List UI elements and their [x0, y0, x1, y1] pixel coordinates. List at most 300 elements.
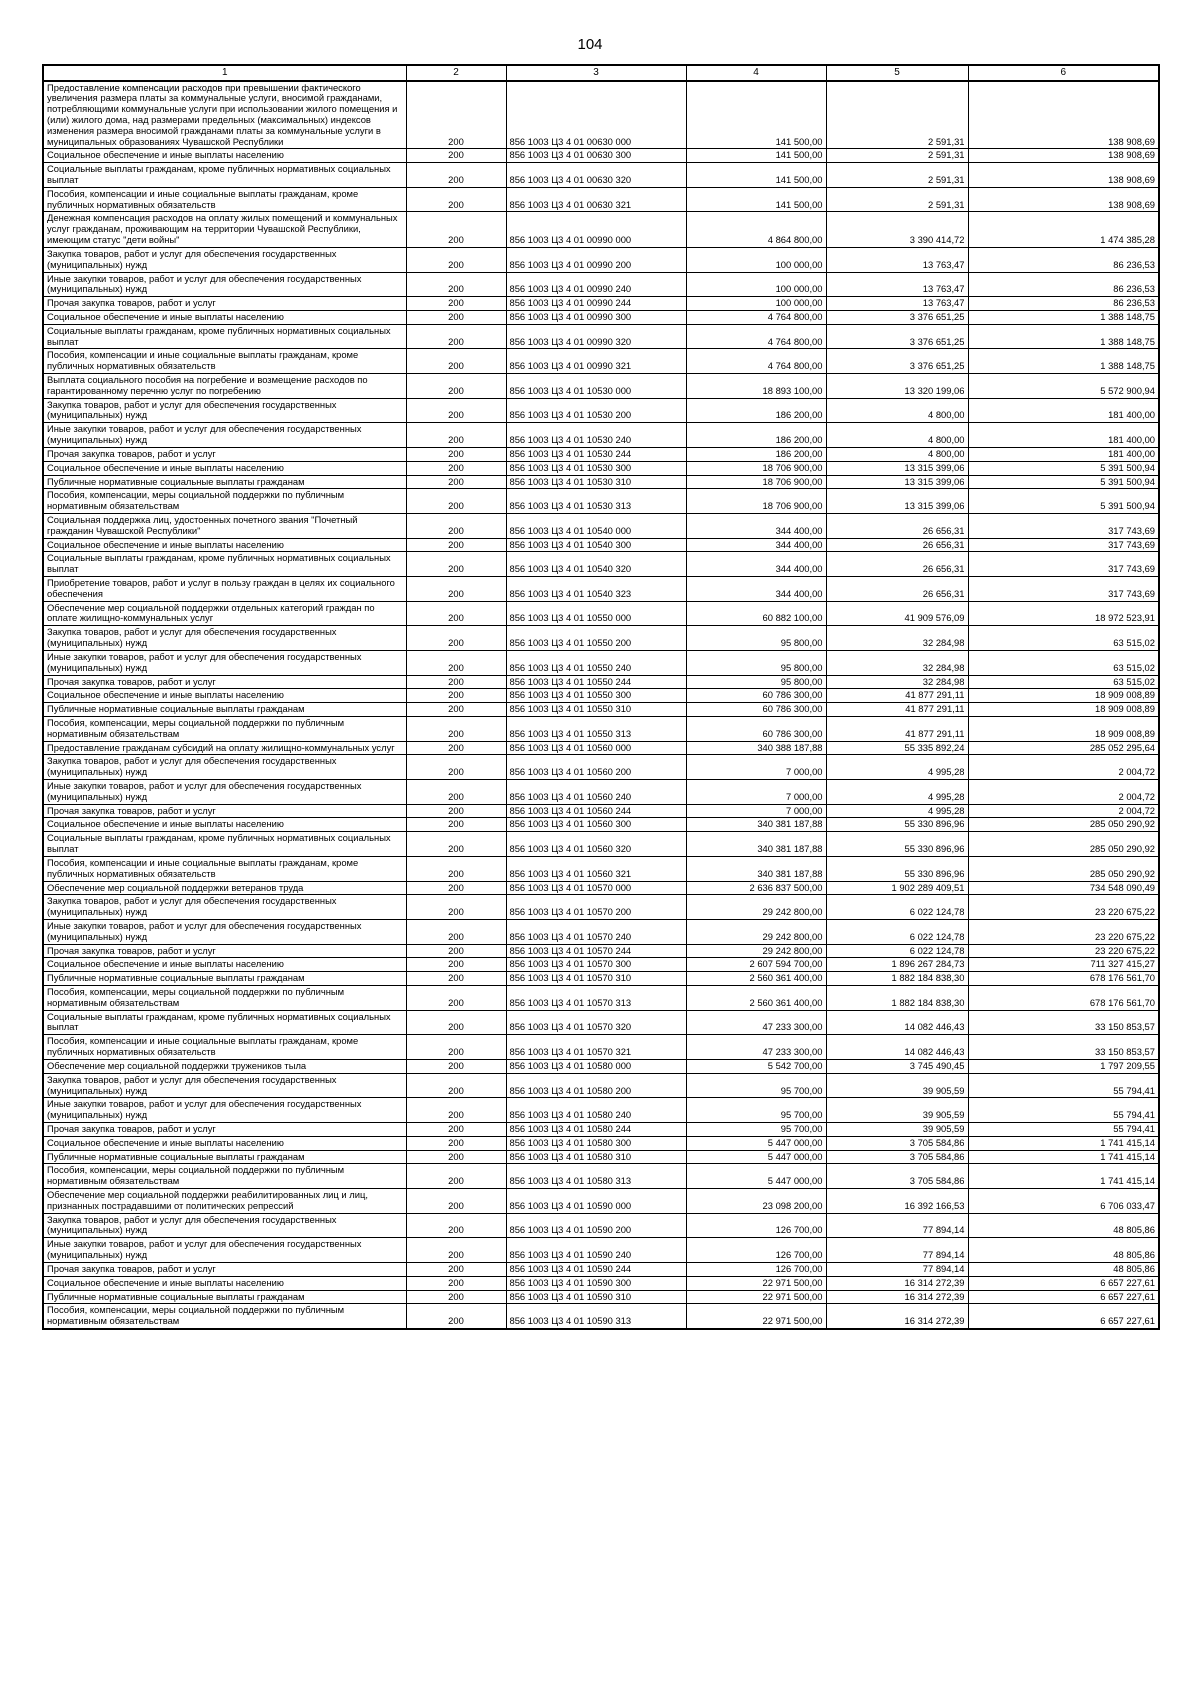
table-row	[43, 577, 1159, 602]
table-row	[43, 538, 1159, 552]
table-row	[43, 398, 1159, 423]
row-budget-code-cell: 856 1003 Ц3 4 01 10590 200	[506, 1213, 686, 1238]
row-line-code-cell: 200	[406, 1035, 506, 1060]
table-row	[43, 689, 1159, 703]
row-executed-cell: 26 656,31	[826, 577, 968, 602]
row-budget-code-cell: 856 1003 Ц3 4 01 10570 240	[506, 919, 686, 944]
row-name-cell: Социальное обеспечение и иные выплаты населению	[43, 1276, 406, 1290]
row-unexecuted-cell: 181 400,00	[968, 423, 1159, 448]
row-approved-cell: 344 400,00	[686, 538, 826, 552]
row-unexecuted-cell: 711 327 415,27	[968, 958, 1159, 972]
row-line-code-cell: 200	[406, 741, 506, 755]
row-unexecuted-cell: 138 908,69	[968, 163, 1159, 188]
row-name-cell: Закупка товаров, работ и услуг для обеспечения государственных (муниципальных) нужд	[43, 1073, 406, 1098]
row-budget-code-cell: 856 1003 Ц3 4 01 10550 300	[506, 689, 686, 703]
row-name-cell: Прочая закупка товаров, работ и услуг	[43, 944, 406, 958]
row-name-cell: Социальное обеспечение и иные выплаты населению	[43, 461, 406, 475]
row-line-code-cell: 200	[406, 297, 506, 311]
row-name-cell: Социальное обеспечение и иные выплаты населению	[43, 818, 406, 832]
row-approved-cell: 141 500,00	[686, 149, 826, 163]
row-name-cell: Обеспечение мер социальной поддержки отдельных категорий граждан по оплате жилищно-коммунальных услуг	[43, 601, 406, 626]
row-line-code-cell: 200	[406, 689, 506, 703]
row-name-cell: Социальные выплаты гражданам, кроме публичных нормативных социальных выплат	[43, 552, 406, 577]
row-unexecuted-cell: 18 972 523,91	[968, 601, 1159, 626]
row-unexecuted-cell: 181 400,00	[968, 398, 1159, 423]
table-row	[43, 919, 1159, 944]
row-name-cell: Закупка товаров, работ и услуг для обеспечения государственных (муниципальных) нужд	[43, 1213, 406, 1238]
table-row	[43, 1304, 1159, 1329]
row-budget-code-cell: 856 1003 Ц3 4 01 10550 240	[506, 650, 686, 675]
table-row	[43, 716, 1159, 741]
row-executed-cell: 14 082 446,43	[826, 1010, 968, 1035]
row-unexecuted-cell: 2 004,72	[968, 755, 1159, 780]
row-budget-code-cell: 856 1003 Ц3 4 01 10550 313	[506, 716, 686, 741]
row-name-cell: Публичные нормативные социальные выплаты гражданам	[43, 475, 406, 489]
row-line-code-cell: 200	[406, 804, 506, 818]
row-unexecuted-cell: 63 515,02	[968, 675, 1159, 689]
row-budget-code-cell: 856 1003 Ц3 4 01 10530 244	[506, 447, 686, 461]
table-row	[43, 310, 1159, 324]
row-executed-cell: 2 591,31	[826, 187, 968, 212]
row-line-code-cell: 200	[406, 1150, 506, 1164]
row-executed-cell: 16 314 272,39	[826, 1276, 968, 1290]
row-line-code-cell: 200	[406, 212, 506, 247]
table-row	[43, 986, 1159, 1011]
row-name-cell: Социальное обеспечение и иные выплаты населению	[43, 958, 406, 972]
row-budget-code-cell: 856 1003 Ц3 4 01 10570 310	[506, 972, 686, 986]
row-line-code-cell: 200	[406, 1098, 506, 1123]
column-header: 4	[686, 65, 826, 81]
row-budget-code-cell: 856 1003 Ц3 4 01 10530 000	[506, 374, 686, 399]
row-unexecuted-cell: 6 657 227,61	[968, 1304, 1159, 1329]
row-budget-code-cell: 856 1003 Ц3 4 01 10540 323	[506, 577, 686, 602]
table-row	[43, 755, 1159, 780]
row-executed-cell: 1 882 184 838,30	[826, 972, 968, 986]
row-name-cell: Пособия, компенсации, меры социальной поддержки по публичным нормативным обязательствам	[43, 489, 406, 514]
table-row	[43, 1164, 1159, 1189]
row-line-code-cell: 200	[406, 675, 506, 689]
row-unexecuted-cell: 6 657 227,61	[968, 1276, 1159, 1290]
row-executed-cell: 41 909 576,09	[826, 601, 968, 626]
row-budget-code-cell: 856 1003 Ц3 4 01 10560 200	[506, 755, 686, 780]
row-line-code-cell: 200	[406, 324, 506, 349]
row-line-code-cell: 200	[406, 832, 506, 857]
row-name-cell: Публичные нормативные социальные выплаты гражданам	[43, 1290, 406, 1304]
row-approved-cell: 4 864 800,00	[686, 212, 826, 247]
row-name-cell: Закупка товаров, работ и услуг для обеспечения государственных (муниципальных) нужд	[43, 755, 406, 780]
row-budget-code-cell: 856 1003 Ц3 4 01 00630 321	[506, 187, 686, 212]
row-line-code-cell: 200	[406, 703, 506, 717]
row-executed-cell: 77 894,14	[826, 1238, 968, 1263]
table-row	[43, 349, 1159, 374]
row-executed-cell: 55 330 896,96	[826, 856, 968, 881]
table-row	[43, 1136, 1159, 1150]
row-unexecuted-cell: 55 794,41	[968, 1122, 1159, 1136]
row-approved-cell: 5 447 000,00	[686, 1164, 826, 1189]
row-name-cell: Пособия, компенсации, меры социальной поддержки по публичным нормативным обязательствам	[43, 1304, 406, 1329]
row-budget-code-cell: 856 1003 Ц3 4 01 10540 000	[506, 513, 686, 538]
row-budget-code-cell: 856 1003 Ц3 4 01 10580 310	[506, 1150, 686, 1164]
row-unexecuted-cell: 285 050 290,92	[968, 818, 1159, 832]
row-name-cell: Пособия, компенсации и иные социальные выплаты гражданам, кроме публичных нормативных обязательств	[43, 856, 406, 881]
row-name-cell: Социальное обеспечение и иные выплаты населению	[43, 149, 406, 163]
row-name-cell: Прочая закупка товаров, работ и услуг	[43, 297, 406, 311]
row-line-code-cell: 200	[406, 716, 506, 741]
row-budget-code-cell: 856 1003 Ц3 4 01 10550 244	[506, 675, 686, 689]
row-unexecuted-cell: 18 909 008,89	[968, 703, 1159, 717]
row-line-code-cell: 200	[406, 1189, 506, 1214]
row-budget-code-cell: 856 1003 Ц3 4 01 00990 300	[506, 310, 686, 324]
row-line-code-cell: 200	[406, 1213, 506, 1238]
row-budget-code-cell: 856 1003 Ц3 4 01 10560 320	[506, 832, 686, 857]
table-row	[43, 1262, 1159, 1276]
row-unexecuted-cell: 5 572 900,94	[968, 374, 1159, 399]
row-budget-code-cell: 856 1003 Ц3 4 01 10560 321	[506, 856, 686, 881]
table-row	[43, 187, 1159, 212]
row-budget-code-cell: 856 1003 Ц3 4 01 00630 000	[506, 81, 686, 149]
table-row	[43, 703, 1159, 717]
row-executed-cell: 4 995,28	[826, 755, 968, 780]
row-executed-cell: 16 314 272,39	[826, 1290, 968, 1304]
row-name-cell: Приобретение товаров, работ и услуг в пользу граждан в целях их социального обеспечения	[43, 577, 406, 602]
row-approved-cell: 29 242 800,00	[686, 895, 826, 920]
row-approved-cell: 4 764 800,00	[686, 349, 826, 374]
row-approved-cell: 47 233 300,00	[686, 1010, 826, 1035]
row-executed-cell: 6 022 124,78	[826, 944, 968, 958]
row-executed-cell: 16 314 272,39	[826, 1304, 968, 1329]
row-unexecuted-cell: 678 176 561,70	[968, 986, 1159, 1011]
row-executed-cell: 39 905,59	[826, 1122, 968, 1136]
row-unexecuted-cell: 181 400,00	[968, 447, 1159, 461]
table-row	[43, 447, 1159, 461]
row-line-code-cell: 200	[406, 374, 506, 399]
row-unexecuted-cell: 138 908,69	[968, 81, 1159, 149]
row-approved-cell: 60 786 300,00	[686, 703, 826, 717]
row-executed-cell: 14 082 446,43	[826, 1035, 968, 1060]
row-budget-code-cell: 856 1003 Ц3 4 01 10590 300	[506, 1276, 686, 1290]
table-row	[43, 1098, 1159, 1123]
row-name-cell: Прочая закупка товаров, работ и услуг	[43, 804, 406, 818]
table-row	[43, 513, 1159, 538]
row-name-cell: Иные закупки товаров, работ и услуг для обеспечения государственных (муниципальных) нужд	[43, 1098, 406, 1123]
row-budget-code-cell: 856 1003 Ц3 4 01 10540 300	[506, 538, 686, 552]
table-row	[43, 272, 1159, 297]
row-unexecuted-cell: 285 050 290,92	[968, 856, 1159, 881]
budget-execution-table	[42, 64, 1160, 1330]
row-name-cell: Иные закупки товаров, работ и услуг для обеспечения государственных (муниципальных) нужд	[43, 1238, 406, 1263]
row-executed-cell: 4 800,00	[826, 447, 968, 461]
table-row	[43, 944, 1159, 958]
row-executed-cell: 13 315 399,06	[826, 461, 968, 475]
row-line-code-cell: 200	[406, 986, 506, 1011]
row-budget-code-cell: 856 1003 Ц3 4 01 10590 244	[506, 1262, 686, 1276]
table-row	[43, 212, 1159, 247]
table-row	[43, 475, 1159, 489]
row-unexecuted-cell: 1 741 415,14	[968, 1150, 1159, 1164]
row-approved-cell: 5 447 000,00	[686, 1150, 826, 1164]
row-executed-cell: 13 315 399,06	[826, 489, 968, 514]
row-unexecuted-cell: 138 908,69	[968, 187, 1159, 212]
page-number: 104	[577, 36, 603, 53]
row-unexecuted-cell: 285 052 295,64	[968, 741, 1159, 755]
row-name-cell: Денежная компенсация расходов на оплату жилых помещений и коммунальных услуг гражданам, проживающим на территории Чувашской Республики, имеющим статус "дети войны"	[43, 212, 406, 247]
row-budget-code-cell: 856 1003 Ц3 4 01 10550 000	[506, 601, 686, 626]
row-approved-cell: 60 786 300,00	[686, 716, 826, 741]
row-executed-cell: 2 591,31	[826, 81, 968, 149]
row-line-code-cell: 200	[406, 972, 506, 986]
row-unexecuted-cell: 86 236,53	[968, 297, 1159, 311]
row-line-code-cell: 200	[406, 958, 506, 972]
row-budget-code-cell: 856 1003 Ц3 4 01 10580 313	[506, 1164, 686, 1189]
row-line-code-cell: 200	[406, 423, 506, 448]
row-budget-code-cell: 856 1003 Ц3 4 01 00990 320	[506, 324, 686, 349]
row-unexecuted-cell: 33 150 853,57	[968, 1010, 1159, 1035]
row-unexecuted-cell: 48 805,86	[968, 1238, 1159, 1263]
row-line-code-cell: 200	[406, 81, 506, 149]
table-row	[43, 81, 1159, 149]
table-row	[43, 1122, 1159, 1136]
table-row	[43, 1290, 1159, 1304]
row-budget-code-cell: 856 1003 Ц3 4 01 10590 313	[506, 1304, 686, 1329]
column-header: 2	[406, 65, 506, 81]
row-name-cell: Социальные выплаты гражданам, кроме публичных нормативных социальных выплат	[43, 832, 406, 857]
row-line-code-cell: 200	[406, 650, 506, 675]
row-name-cell: Пособия, компенсации и иные социальные выплаты гражданам, кроме публичных нормативных обязательств	[43, 187, 406, 212]
row-line-code-cell: 200	[406, 272, 506, 297]
row-executed-cell: 13 763,47	[826, 297, 968, 311]
row-name-cell: Социальное обеспечение и иные выплаты населению	[43, 1136, 406, 1150]
row-budget-code-cell: 856 1003 Ц3 4 01 00990 321	[506, 349, 686, 374]
row-approved-cell: 340 381 187,88	[686, 818, 826, 832]
row-line-code-cell: 200	[406, 1304, 506, 1329]
row-unexecuted-cell: 18 909 008,89	[968, 689, 1159, 703]
row-name-cell: Иные закупки товаров, работ и услуг для обеспечения государственных (муниципальных) нужд	[43, 780, 406, 805]
row-name-cell: Выплата социального пособия на погребение и возмещение расходов по гарантированному перечню услуг по погребению	[43, 374, 406, 399]
row-budget-code-cell: 856 1003 Ц3 4 01 00630 320	[506, 163, 686, 188]
row-budget-code-cell: 856 1003 Ц3 4 01 10570 320	[506, 1010, 686, 1035]
row-line-code-cell: 200	[406, 475, 506, 489]
row-approved-cell: 340 381 187,88	[686, 856, 826, 881]
row-approved-cell: 23 098 200,00	[686, 1189, 826, 1214]
row-line-code-cell: 200	[406, 461, 506, 475]
row-name-cell: Обеспечение мер социальной поддержки тружеников тыла	[43, 1059, 406, 1073]
row-approved-cell: 5 447 000,00	[686, 1136, 826, 1150]
table-row	[43, 1150, 1159, 1164]
row-executed-cell: 41 877 291,11	[826, 716, 968, 741]
row-unexecuted-cell: 678 176 561,70	[968, 972, 1159, 986]
table-row	[43, 423, 1159, 448]
row-line-code-cell: 200	[406, 187, 506, 212]
row-approved-cell: 7 000,00	[686, 755, 826, 780]
row-executed-cell: 32 284,98	[826, 675, 968, 689]
row-budget-code-cell: 856 1003 Ц3 4 01 10580 300	[506, 1136, 686, 1150]
row-unexecuted-cell: 23 220 675,22	[968, 895, 1159, 920]
row-name-cell: Пособия, компенсации и иные социальные выплаты гражданам, кроме публичных нормативных обязательств	[43, 349, 406, 374]
row-unexecuted-cell: 5 391 500,94	[968, 489, 1159, 514]
row-approved-cell: 126 700,00	[686, 1213, 826, 1238]
row-executed-cell: 1 896 267 284,73	[826, 958, 968, 972]
row-approved-cell: 344 400,00	[686, 577, 826, 602]
row-line-code-cell: 200	[406, 1059, 506, 1073]
row-name-cell: Обеспечение мер социальной поддержки реабилитированных лиц и лиц, признанных пострадавшими от политических репрессий	[43, 1189, 406, 1214]
row-line-code-cell: 200	[406, 919, 506, 944]
row-name-cell: Прочая закупка товаров, работ и услуг	[43, 447, 406, 461]
row-unexecuted-cell: 734 548 090,49	[968, 881, 1159, 895]
row-unexecuted-cell: 6 657 227,61	[968, 1290, 1159, 1304]
row-unexecuted-cell: 1 741 415,14	[968, 1164, 1159, 1189]
row-unexecuted-cell: 1 741 415,14	[968, 1136, 1159, 1150]
row-executed-cell: 3 705 584,86	[826, 1136, 968, 1150]
row-executed-cell: 3 705 584,86	[826, 1164, 968, 1189]
row-unexecuted-cell: 285 050 290,92	[968, 832, 1159, 857]
table-row	[43, 804, 1159, 818]
row-approved-cell: 4 764 800,00	[686, 324, 826, 349]
row-executed-cell: 4 995,28	[826, 780, 968, 805]
row-name-cell: Социальное обеспечение и иные выплаты населению	[43, 689, 406, 703]
table-row	[43, 247, 1159, 272]
row-approved-cell: 22 971 500,00	[686, 1290, 826, 1304]
table-row	[43, 163, 1159, 188]
row-name-cell: Публичные нормативные социальные выплаты гражданам	[43, 703, 406, 717]
row-unexecuted-cell: 48 805,86	[968, 1262, 1159, 1276]
row-budget-code-cell: 856 1003 Ц3 4 01 10560 240	[506, 780, 686, 805]
row-executed-cell: 13 315 399,06	[826, 475, 968, 489]
row-line-code-cell: 200	[406, 1164, 506, 1189]
row-unexecuted-cell: 33 150 853,57	[968, 1035, 1159, 1060]
table-row	[43, 856, 1159, 881]
row-line-code-cell: 200	[406, 856, 506, 881]
row-unexecuted-cell: 63 515,02	[968, 626, 1159, 651]
row-approved-cell: 60 786 300,00	[686, 689, 826, 703]
row-approved-cell: 29 242 800,00	[686, 919, 826, 944]
row-budget-code-cell: 856 1003 Ц3 4 01 10590 310	[506, 1290, 686, 1304]
table-row	[43, 818, 1159, 832]
row-unexecuted-cell: 2 004,72	[968, 804, 1159, 818]
row-line-code-cell: 200	[406, 398, 506, 423]
table-row	[43, 297, 1159, 311]
row-unexecuted-cell: 18 909 008,89	[968, 716, 1159, 741]
row-executed-cell: 77 894,14	[826, 1262, 968, 1276]
row-executed-cell: 3 376 651,25	[826, 349, 968, 374]
column-header: 5	[826, 65, 968, 81]
table-row	[43, 626, 1159, 651]
column-number-row	[43, 65, 1159, 81]
row-approved-cell: 126 700,00	[686, 1262, 826, 1276]
row-line-code-cell: 200	[406, 1010, 506, 1035]
row-name-cell: Закупка товаров, работ и услуг для обеспечения государственных (муниципальных) нужд	[43, 247, 406, 272]
row-executed-cell: 6 022 124,78	[826, 919, 968, 944]
row-approved-cell: 18 893 100,00	[686, 374, 826, 399]
row-budget-code-cell: 856 1003 Ц3 4 01 10570 300	[506, 958, 686, 972]
row-approved-cell: 95 800,00	[686, 626, 826, 651]
row-approved-cell: 186 200,00	[686, 423, 826, 448]
table-row	[43, 1189, 1159, 1214]
column-header: 1	[43, 65, 406, 81]
row-unexecuted-cell: 6 706 033,47	[968, 1189, 1159, 1214]
column-header: 6	[968, 65, 1159, 81]
row-executed-cell: 13 320 199,06	[826, 374, 968, 399]
row-unexecuted-cell: 23 220 675,22	[968, 944, 1159, 958]
row-name-cell: Закупка товаров, работ и услуг для обеспечения государственных (муниципальных) нужд	[43, 895, 406, 920]
row-executed-cell: 26 656,31	[826, 513, 968, 538]
row-executed-cell: 55 330 896,96	[826, 832, 968, 857]
row-name-cell: Пособия, компенсации и иные социальные выплаты гражданам, кроме публичных нормативных обязательств	[43, 1035, 406, 1060]
row-unexecuted-cell: 1 388 148,75	[968, 324, 1159, 349]
row-executed-cell: 4 800,00	[826, 423, 968, 448]
row-executed-cell: 32 284,98	[826, 650, 968, 675]
row-unexecuted-cell: 5 391 500,94	[968, 461, 1159, 475]
row-name-cell: Иные закупки товаров, работ и услуг для обеспечения государственных (муниципальных) нужд	[43, 650, 406, 675]
row-approved-cell: 2 607 594 700,00	[686, 958, 826, 972]
row-executed-cell: 6 022 124,78	[826, 895, 968, 920]
row-unexecuted-cell: 1 474 385,28	[968, 212, 1159, 247]
row-approved-cell: 47 233 300,00	[686, 1035, 826, 1060]
row-budget-code-cell: 856 1003 Ц3 4 01 00990 000	[506, 212, 686, 247]
row-line-code-cell: 200	[406, 163, 506, 188]
row-name-cell: Закупка товаров, работ и услуг для обеспечения государственных (муниципальных) нужд	[43, 398, 406, 423]
row-executed-cell: 4 995,28	[826, 804, 968, 818]
row-name-cell: Пособия, компенсации, меры социальной поддержки по публичным нормативным обязательствам	[43, 716, 406, 741]
row-line-code-cell: 200	[406, 577, 506, 602]
row-approved-cell: 7 000,00	[686, 780, 826, 805]
row-budget-code-cell: 856 1003 Ц3 4 01 10550 200	[506, 626, 686, 651]
row-name-cell: Обеспечение мер социальной поддержки ветеранов труда	[43, 881, 406, 895]
row-approved-cell: 22 971 500,00	[686, 1304, 826, 1329]
row-budget-code-cell: 856 1003 Ц3 4 01 10530 200	[506, 398, 686, 423]
row-approved-cell: 4 764 800,00	[686, 310, 826, 324]
row-budget-code-cell: 856 1003 Ц3 4 01 10540 320	[506, 552, 686, 577]
row-unexecuted-cell: 317 743,69	[968, 538, 1159, 552]
row-approved-cell: 126 700,00	[686, 1238, 826, 1263]
row-name-cell: Прочая закупка товаров, работ и услуг	[43, 1122, 406, 1136]
row-budget-code-cell: 856 1003 Ц3 4 01 10530 300	[506, 461, 686, 475]
row-budget-code-cell: 856 1003 Ц3 4 01 10570 244	[506, 944, 686, 958]
table-row	[43, 601, 1159, 626]
row-approved-cell: 2 636 837 500,00	[686, 881, 826, 895]
row-approved-cell: 141 500,00	[686, 81, 826, 149]
row-unexecuted-cell: 5 391 500,94	[968, 475, 1159, 489]
row-unexecuted-cell: 317 743,69	[968, 552, 1159, 577]
row-line-code-cell: 200	[406, 552, 506, 577]
row-unexecuted-cell: 86 236,53	[968, 272, 1159, 297]
row-executed-cell: 3 376 651,25	[826, 310, 968, 324]
row-executed-cell: 55 330 896,96	[826, 818, 968, 832]
row-name-cell: Иные закупки товаров, работ и услуг для обеспечения государственных (муниципальных) нужд	[43, 272, 406, 297]
table-row	[43, 1059, 1159, 1073]
row-name-cell: Прочая закупка товаров, работ и услуг	[43, 1262, 406, 1276]
row-budget-code-cell: 856 1003 Ц3 4 01 10580 240	[506, 1098, 686, 1123]
row-budget-code-cell: 856 1003 Ц3 4 01 10590 240	[506, 1238, 686, 1263]
row-line-code-cell: 200	[406, 1073, 506, 1098]
row-line-code-cell: 200	[406, 247, 506, 272]
row-approved-cell: 18 706 900,00	[686, 475, 826, 489]
table-row	[43, 832, 1159, 857]
row-budget-code-cell: 856 1003 Ц3 4 01 00990 200	[506, 247, 686, 272]
row-line-code-cell: 200	[406, 1136, 506, 1150]
table-row	[43, 650, 1159, 675]
row-approved-cell: 340 381 187,88	[686, 832, 826, 857]
row-budget-code-cell: 856 1003 Ц3 4 01 00630 300	[506, 149, 686, 163]
row-unexecuted-cell: 63 515,02	[968, 650, 1159, 675]
row-approved-cell: 100 000,00	[686, 297, 826, 311]
row-approved-cell: 141 500,00	[686, 187, 826, 212]
row-name-cell: Пособия, компенсации, меры социальной поддержки по публичным нормативным обязательствам	[43, 1164, 406, 1189]
row-line-code-cell: 200	[406, 944, 506, 958]
row-approved-cell: 2 560 361 400,00	[686, 986, 826, 1011]
table-row	[43, 741, 1159, 755]
row-line-code-cell: 200	[406, 755, 506, 780]
row-budget-code-cell: 856 1003 Ц3 4 01 10570 313	[506, 986, 686, 1011]
